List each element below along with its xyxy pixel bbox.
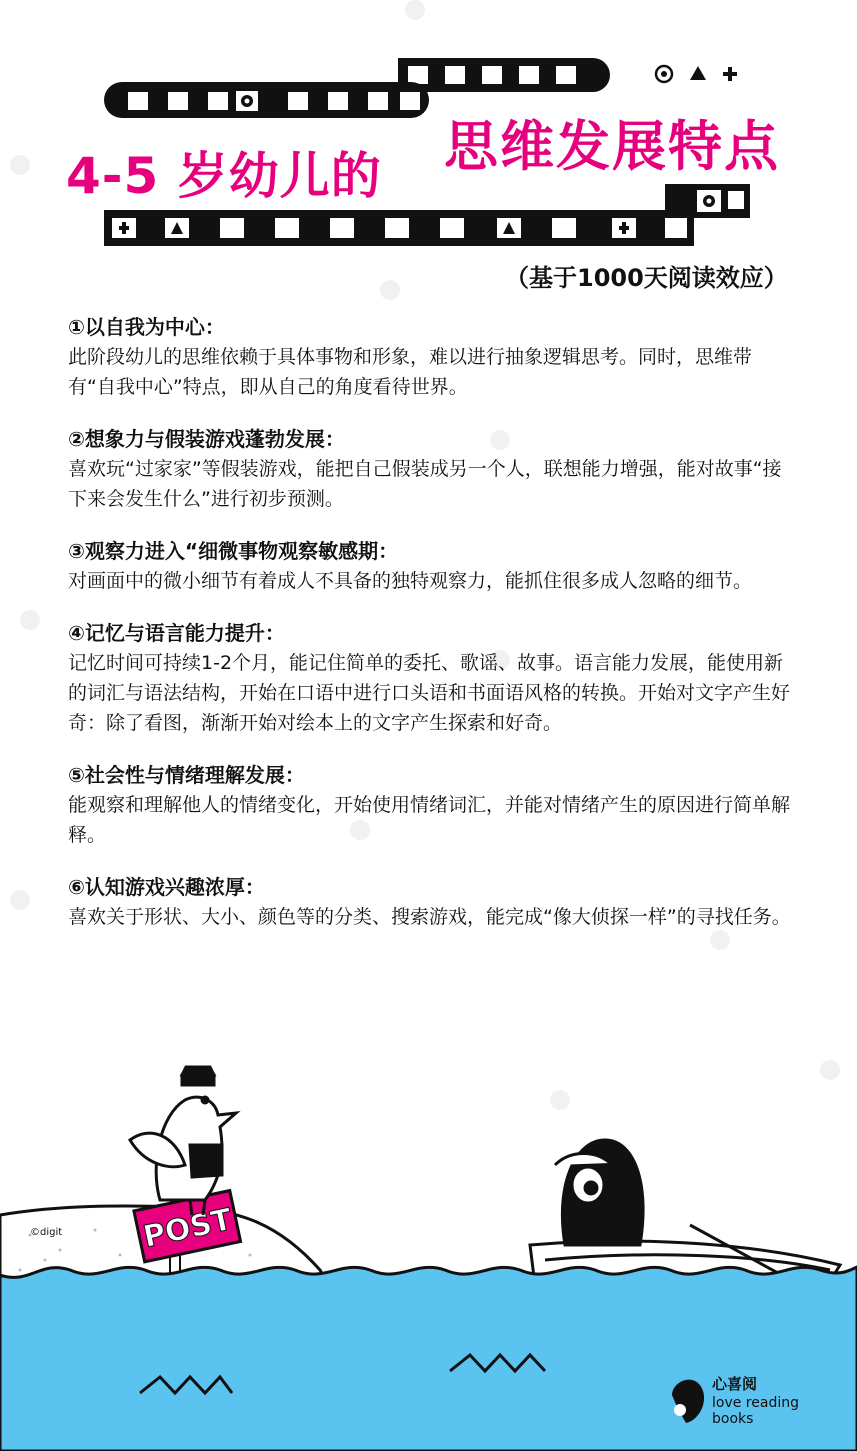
section-body: 能观察和理解他人的情绪变化，开始使用情绪词汇，并能对情绪产生的原因进行简单解释。 — [68, 794, 791, 846]
logo-line-2: books — [712, 1411, 754, 1427]
section-title: ⑤社会性与情绪理解发展： — [68, 763, 305, 787]
penguin-lookout — [555, 1140, 643, 1245]
post-label: POST — [140, 1202, 236, 1256]
section-4 — [68, 618, 798, 738]
title-part-1: 4-5 岁幼儿的 — [66, 147, 382, 205]
section-2 — [68, 424, 798, 514]
section-body: 喜欢玩“过家家”等假装游戏，能把自己假装成另一个人，联想能力增强，能对故事“接下来会发生什么”进行初步预测。 — [68, 458, 782, 510]
subtitle: （基于1000天阅读效应） — [505, 264, 788, 292]
title-part-2: 思维发展特点 — [444, 115, 780, 178]
section-body: 对画面中的微小细节有着成人不具备的独特观察力，能抓住很多成人忽略的细节。 — [68, 570, 753, 592]
section-title: ④记忆与语言能力提升： — [68, 621, 285, 645]
section-title: ②想象力与假装游戏蓬勃发展： — [68, 427, 345, 451]
section-body: 记忆时间可持续1-2个月，能记住简单的委托、歌谣、故事。语言能力发展，能使用新的词汇与语法结构，开始在口语中进行口头语和书面语风格的转换。开始对文字产生好奇：除了看图，渐渐开始对绘本上的文字产生探索和好奇。 — [68, 652, 791, 734]
section-1 — [68, 312, 798, 402]
content-sections — [68, 312, 798, 954]
symbols-top-right — [656, 66, 737, 82]
illustration — [0, 1055, 857, 1451]
logo-cn: 心喜阅 — [712, 1375, 758, 1393]
section-6 — [68, 872, 798, 932]
section-title: ⑥认知游戏兴趣浓厚： — [68, 875, 265, 899]
section-3 — [68, 536, 798, 596]
credit-text: ©digit — [30, 1227, 63, 1238]
section-body: 喜欢关于形状、大小、颜色等的分类、搜索游戏，能完成“像大侦探一样”的寻找任务。 — [68, 906, 791, 928]
section-title: ③观察力进入“细微事物观察敏感期： — [68, 539, 399, 563]
section-body: 此阶段幼儿的思维依赖于具体事物和形象，难以进行抽象逻辑思考。同时，思维带有“自我中心”特点，即从自己的角度看待世界。 — [68, 346, 753, 398]
section-5 — [68, 760, 798, 850]
logo-line-1: love reading — [712, 1395, 799, 1411]
section-title: ①以自我为中心： — [68, 315, 225, 339]
